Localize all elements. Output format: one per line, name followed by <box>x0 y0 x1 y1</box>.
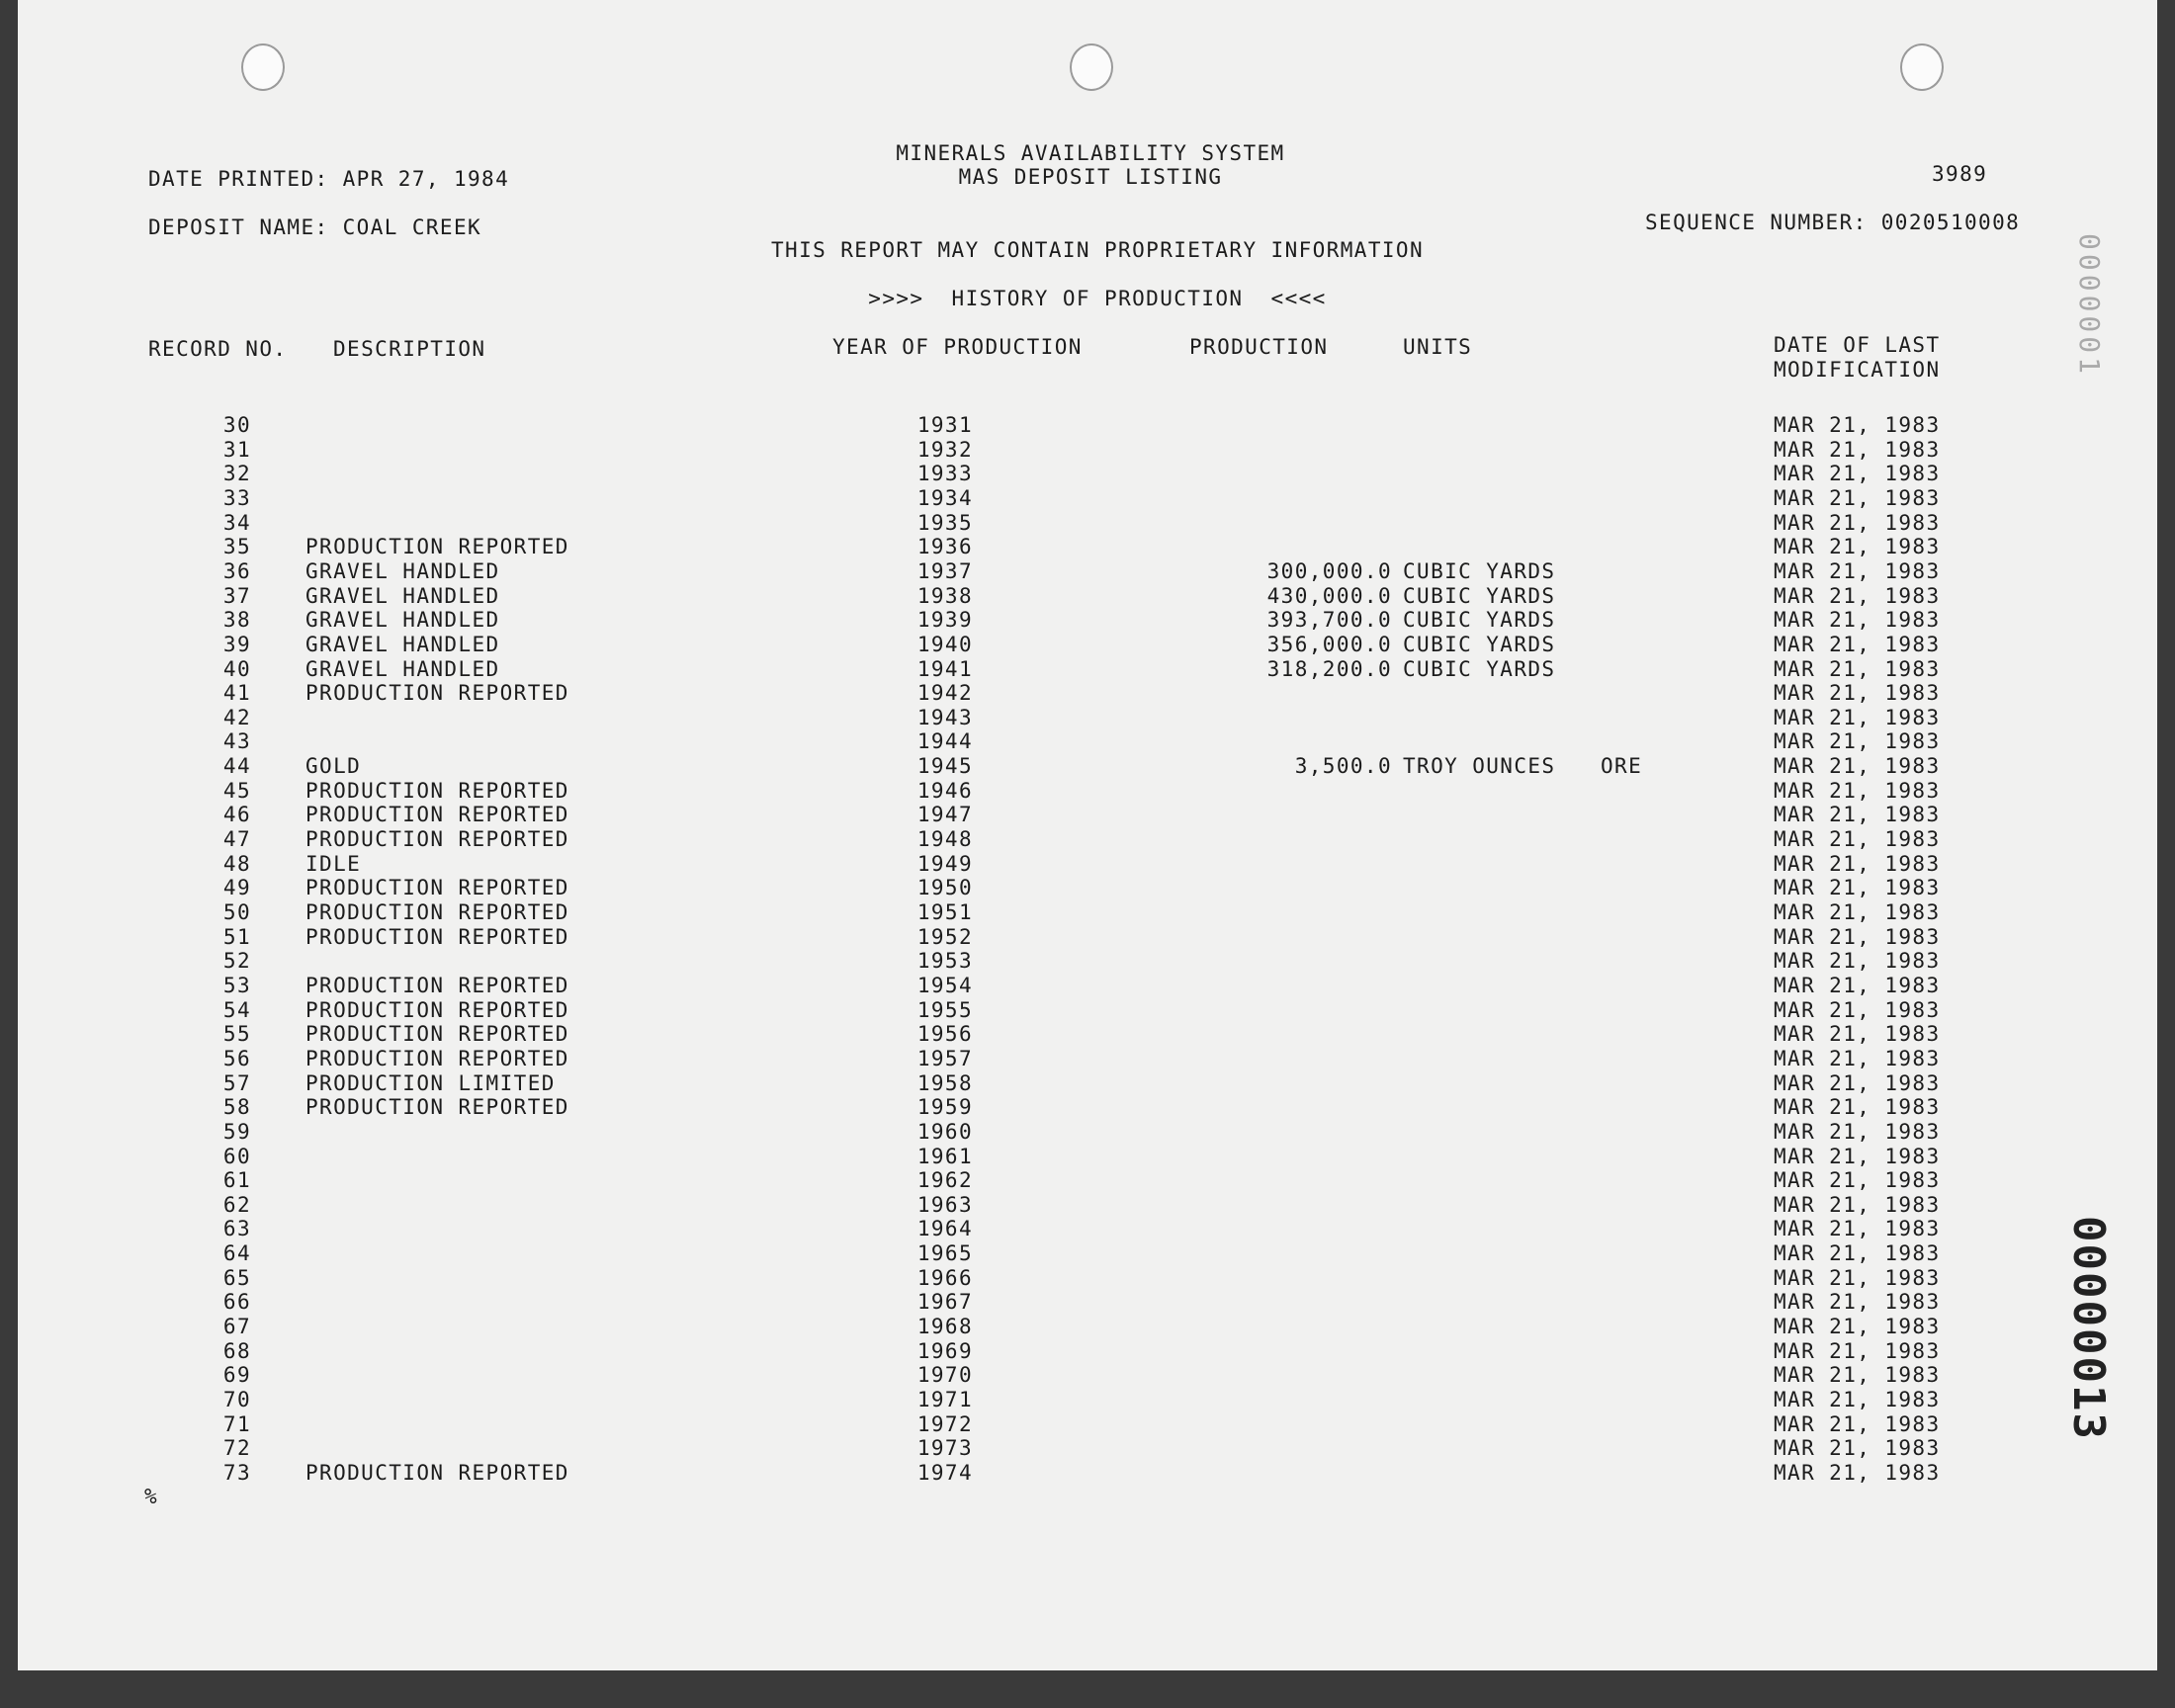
page-id: 3989 <box>1932 162 1988 186</box>
record-number-cell: 33 <box>222 485 251 510</box>
units-cell: CUBIC YARDS <box>1403 583 1556 608</box>
description-cell: PRODUCTION REPORTED <box>305 1460 569 1485</box>
listing-title: MAS DEPOSIT LISTING <box>958 165 1223 189</box>
record-number-cell: 60 <box>222 1144 251 1168</box>
year-cell: 1941 <box>916 656 973 681</box>
table-row <box>18 1241 2157 1266</box>
year-cell: 1972 <box>916 1411 973 1436</box>
modification-date-cell: MAR 21, 1983 <box>1774 997 1941 1022</box>
table-row <box>18 754 2157 779</box>
year-cell: 1968 <box>916 1315 973 1339</box>
year-cell: 1965 <box>916 1241 973 1266</box>
year-cell: 1950 <box>916 876 973 900</box>
year-cell: 1951 <box>916 900 973 924</box>
table-row <box>18 852 2157 877</box>
record-number-cell: 37 <box>222 583 251 608</box>
table-row <box>18 1436 2157 1461</box>
record-number-cell: 51 <box>222 924 251 949</box>
record-number-cell: 50 <box>222 900 251 924</box>
record-number-cell: 68 <box>222 1338 251 1363</box>
description-cell: PRODUCTION REPORTED <box>305 924 569 949</box>
production-amount-cell: 300,000.0 <box>1266 558 1392 583</box>
modification-date-cell: MAR 21, 1983 <box>1774 1119 1941 1144</box>
col-header-year: YEAR OF PRODUCTION <box>832 335 1083 359</box>
record-number-cell: 70 <box>222 1388 251 1411</box>
table-row <box>18 413 2157 438</box>
year-cell: 1959 <box>916 1095 973 1120</box>
modification-date-cell: MAR 21, 1983 <box>1774 803 1941 827</box>
record-number-cell: 61 <box>222 1168 251 1193</box>
year-cell: 1958 <box>916 1070 973 1095</box>
modification-date-cell: MAR 21, 1983 <box>1774 1290 1941 1315</box>
table-row <box>18 949 2157 974</box>
modification-date-cell: MAR 21, 1983 <box>1774 632 1941 656</box>
punch-hole-center <box>1070 43 1113 91</box>
table-row <box>18 559 2157 584</box>
record-number-cell: 40 <box>222 656 251 681</box>
record-number-cell: 39 <box>222 632 251 656</box>
table-row <box>18 1193 2157 1218</box>
record-number-cell: 66 <box>222 1290 251 1315</box>
modification-date-cell: MAR 21, 1983 <box>1774 705 1941 729</box>
record-number-cell: 36 <box>222 558 251 583</box>
units-cell: CUBIC YARDS <box>1403 632 1556 656</box>
modification-date-cell: MAR 21, 1983 <box>1774 1217 1941 1241</box>
table-row <box>18 803 2157 827</box>
description-cell: GRAVEL HANDLED <box>305 583 500 608</box>
year-cell: 1945 <box>916 754 973 779</box>
record-number-cell: 54 <box>222 997 251 1022</box>
description-cell: PRODUCTION REPORTED <box>305 973 569 997</box>
table-row <box>18 1388 2157 1412</box>
production-amount-cell: 393,700.0 <box>1266 608 1392 633</box>
modification-date-cell: MAR 21, 1983 <box>1774 558 1941 583</box>
table-row <box>18 1412 2157 1437</box>
year-cell: 1944 <box>916 729 973 754</box>
modification-date-cell: MAR 21, 1983 <box>1774 1338 1941 1363</box>
record-number-cell: 56 <box>222 1046 251 1070</box>
units-cell: CUBIC YARDS <box>1403 558 1556 583</box>
table-row <box>18 584 2157 609</box>
table-row <box>18 535 2157 559</box>
record-number-cell: 45 <box>222 778 251 803</box>
record-number-cell: 63 <box>222 1217 251 1241</box>
year-cell: 1967 <box>916 1290 973 1315</box>
year-cell: 1957 <box>916 1046 973 1070</box>
table-row <box>18 1217 2157 1241</box>
section-title: >>>> HISTORY OF PRODUCTION <<<< <box>868 287 1327 310</box>
year-cell: 1946 <box>916 778 973 803</box>
table-row <box>18 1339 2157 1364</box>
sequence-number: SEQUENCE NUMBER: 0020510008 <box>1645 211 2021 234</box>
record-number-cell: 47 <box>222 827 251 852</box>
units-cell: TROY OUNCES <box>1403 754 1556 779</box>
record-number-cell: 38 <box>222 608 251 633</box>
description-cell: GRAVEL HANDLED <box>305 656 500 681</box>
system-title: MINERALS AVAILABILITY SYSTEM <box>896 141 1285 165</box>
modification-date-cell: MAR 21, 1983 <box>1774 754 1941 779</box>
year-cell: 1966 <box>916 1265 973 1290</box>
modification-date-cell: MAR 21, 1983 <box>1774 413 1941 437</box>
year-cell: 1971 <box>916 1388 973 1411</box>
description-cell: PRODUCTION REPORTED <box>305 1095 569 1120</box>
description-cell: GRAVEL HANDLED <box>305 632 500 656</box>
deposit-name: DEPOSIT NAME: COAL CREEK <box>148 215 482 239</box>
year-cell: 1963 <box>916 1192 973 1217</box>
modification-date-cell: MAR 21, 1983 <box>1774 973 1941 997</box>
units-cell: CUBIC YARDS <box>1403 608 1556 633</box>
table-row <box>18 827 2157 852</box>
year-cell: 1940 <box>916 632 973 656</box>
table-row <box>18 1022 2157 1047</box>
record-number-cell: 58 <box>222 1095 251 1120</box>
year-cell: 1961 <box>916 1144 973 1168</box>
date-printed: DATE PRINTED: APR 27, 1984 <box>148 167 510 191</box>
description-cell: PRODUCTION REPORTED <box>305 803 569 827</box>
record-number-cell: 32 <box>222 462 251 486</box>
record-number-cell: 48 <box>222 851 251 876</box>
table-row <box>18 1095 2157 1120</box>
modification-date-cell: MAR 21, 1983 <box>1774 1192 1941 1217</box>
record-number-cell: 46 <box>222 803 251 827</box>
modification-date-cell: MAR 21, 1983 <box>1774 876 1941 900</box>
table-row <box>18 1071 2157 1096</box>
description-cell: PRODUCTION REPORTED <box>305 900 569 924</box>
table-row <box>18 925 2157 950</box>
modification-date-cell: MAR 21, 1983 <box>1774 778 1941 803</box>
modification-date-cell: MAR 21, 1983 <box>1774 729 1941 754</box>
col-header-production: PRODUCTION <box>1189 335 1329 359</box>
modification-date-cell: MAR 21, 1983 <box>1774 1168 1941 1193</box>
record-number-cell: 62 <box>222 1192 251 1217</box>
modification-date-cell: MAR 21, 1983 <box>1774 1095 1941 1120</box>
record-number-cell: 72 <box>222 1436 251 1461</box>
record-number-cell: 44 <box>222 754 251 779</box>
extra-note-cell: ORE <box>1601 754 1643 779</box>
year-cell: 1933 <box>916 462 973 486</box>
col-header-description: DESCRIPTION <box>333 337 486 361</box>
modification-date-cell: MAR 21, 1983 <box>1774 583 1941 608</box>
year-cell: 1937 <box>916 558 973 583</box>
table-row <box>18 438 2157 463</box>
upper-right-frame-stamp: 0000001 <box>2073 233 2106 379</box>
modification-date-cell: MAR 21, 1983 <box>1774 462 1941 486</box>
year-cell: 1970 <box>916 1363 973 1388</box>
description-cell: PRODUCTION REPORTED <box>305 778 569 803</box>
year-cell: 1931 <box>916 413 973 437</box>
record-number-cell: 43 <box>222 729 251 754</box>
year-cell: 1969 <box>916 1338 973 1363</box>
modification-date-cell: MAR 21, 1983 <box>1774 1265 1941 1290</box>
record-number-cell: 53 <box>222 973 251 997</box>
year-cell: 1939 <box>916 608 973 633</box>
punch-hole-left <box>241 43 285 91</box>
description-cell: GOLD <box>305 754 362 779</box>
record-number-cell: 69 <box>222 1363 251 1388</box>
description-cell: PRODUCTION REPORTED <box>305 1046 569 1070</box>
printout-page <box>18 0 2157 1670</box>
modification-date-cell: MAR 21, 1983 <box>1774 1144 1941 1168</box>
year-cell: 1948 <box>916 827 973 852</box>
year-cell: 1938 <box>916 583 973 608</box>
record-number-cell: 65 <box>222 1265 251 1290</box>
record-number-cell: 71 <box>222 1411 251 1436</box>
col-header-units: UNITS <box>1403 335 1473 359</box>
table-row <box>18 1168 2157 1193</box>
record-number-cell: 59 <box>222 1119 251 1144</box>
year-cell: 1935 <box>916 510 973 535</box>
description-cell: PRODUCTION REPORTED <box>305 535 569 559</box>
year-cell: 1973 <box>916 1436 973 1461</box>
modification-date-cell: MAR 21, 1983 <box>1774 437 1941 462</box>
description-cell: GRAVEL HANDLED <box>305 558 500 583</box>
record-number-cell: 57 <box>222 1070 251 1095</box>
modification-date-cell: MAR 21, 1983 <box>1774 1411 1941 1436</box>
modification-date-cell: MAR 21, 1983 <box>1774 900 1941 924</box>
table-row <box>18 876 2157 900</box>
modification-date-cell: MAR 21, 1983 <box>1774 535 1941 559</box>
year-cell: 1936 <box>916 535 973 559</box>
year-cell: 1955 <box>916 997 973 1022</box>
lower-right-frame-stamp: 00000013 <box>2063 1216 2114 1441</box>
table-row <box>18 462 2157 486</box>
record-number-cell: 73 <box>222 1460 251 1485</box>
col-header-date-mod-line1: DATE OF LAST <box>1774 333 1941 357</box>
modification-date-cell: MAR 21, 1983 <box>1774 1046 1941 1070</box>
table-row <box>18 608 2157 633</box>
record-number-cell: 49 <box>222 876 251 900</box>
description-cell: PRODUCTION REPORTED <box>305 827 569 852</box>
record-number-cell: 55 <box>222 1022 251 1047</box>
modification-date-cell: MAR 21, 1983 <box>1774 924 1941 949</box>
modification-date-cell: MAR 21, 1983 <box>1774 1070 1941 1095</box>
table-row <box>18 779 2157 804</box>
modification-date-cell: MAR 21, 1983 <box>1774 608 1941 633</box>
description-cell: PRODUCTION REPORTED <box>305 997 569 1022</box>
production-amount-cell: 356,000.0 <box>1266 632 1392 656</box>
description-cell: GRAVEL HANDLED <box>305 608 500 633</box>
table-row <box>18 729 2157 754</box>
production-amount-cell: 318,200.0 <box>1266 656 1392 681</box>
modification-date-cell: MAR 21, 1983 <box>1774 1388 1941 1411</box>
col-header-record-no: RECORD NO. <box>148 337 288 361</box>
production-amount-cell: 430,000.0 <box>1266 583 1392 608</box>
record-number-cell: 41 <box>222 681 251 706</box>
modification-date-cell: MAR 21, 1983 <box>1774 1315 1941 1339</box>
table-row <box>18 998 2157 1023</box>
table-row <box>18 1461 2157 1486</box>
record-number-cell: 34 <box>222 510 251 535</box>
year-cell: 1964 <box>916 1217 973 1241</box>
table-row <box>18 486 2157 511</box>
table-row <box>18 974 2157 998</box>
table-row <box>18 633 2157 657</box>
modification-date-cell: MAR 21, 1983 <box>1774 1022 1941 1047</box>
record-number-cell: 67 <box>222 1315 251 1339</box>
modification-date-cell: MAR 21, 1983 <box>1774 510 1941 535</box>
year-cell: 1943 <box>916 705 973 729</box>
table-row <box>18 706 2157 730</box>
year-cell: 1949 <box>916 851 973 876</box>
modification-date-cell: MAR 21, 1983 <box>1774 1460 1941 1485</box>
year-cell: 1954 <box>916 973 973 997</box>
units-cell: CUBIC YARDS <box>1403 656 1556 681</box>
table-row <box>18 1266 2157 1291</box>
modification-date-cell: MAR 21, 1983 <box>1774 1241 1941 1266</box>
modification-date-cell: MAR 21, 1983 <box>1774 851 1941 876</box>
footer-mark: % <box>144 1485 159 1508</box>
modification-date-cell: MAR 21, 1983 <box>1774 1436 1941 1461</box>
year-cell: 1932 <box>916 437 973 462</box>
table-row <box>18 900 2157 925</box>
modification-date-cell: MAR 21, 1983 <box>1774 485 1941 510</box>
year-cell: 1956 <box>916 1022 973 1047</box>
table-row <box>18 1145 2157 1169</box>
table-row <box>18 1120 2157 1145</box>
record-number-cell: 52 <box>222 949 251 974</box>
table-row <box>18 1047 2157 1071</box>
record-number-cell: 35 <box>222 535 251 559</box>
table-row <box>18 657 2157 682</box>
modification-date-cell: MAR 21, 1983 <box>1774 1363 1941 1388</box>
year-cell: 1962 <box>916 1168 973 1193</box>
modification-date-cell: MAR 21, 1983 <box>1774 827 1941 852</box>
year-cell: 1952 <box>916 924 973 949</box>
description-cell: PRODUCTION REPORTED <box>305 876 569 900</box>
table-row <box>18 681 2157 706</box>
modification-date-cell: MAR 21, 1983 <box>1774 656 1941 681</box>
description-cell: PRODUCTION REPORTED <box>305 1022 569 1047</box>
year-cell: 1953 <box>916 949 973 974</box>
description-cell: PRODUCTION REPORTED <box>305 681 569 706</box>
col-header-date-mod-line2: MODIFICATION <box>1774 358 1941 382</box>
description-cell: PRODUCTION LIMITED <box>305 1070 556 1095</box>
modification-date-cell: MAR 21, 1983 <box>1774 681 1941 706</box>
production-amount-cell: 3,500.0 <box>1294 754 1392 779</box>
table-row <box>18 1290 2157 1315</box>
description-cell: IDLE <box>305 851 362 876</box>
proprietary-notice: THIS REPORT MAY CONTAIN PROPRIETARY INFORMATION <box>770 238 1425 262</box>
table-row <box>18 1315 2157 1339</box>
record-number-cell: 30 <box>222 413 251 437</box>
year-cell: 1974 <box>916 1460 973 1485</box>
table-row <box>18 1363 2157 1388</box>
modification-date-cell: MAR 21, 1983 <box>1774 949 1941 974</box>
record-number-cell: 31 <box>222 437 251 462</box>
punch-hole-right <box>1900 43 1944 91</box>
record-number-cell: 42 <box>222 705 251 729</box>
record-number-cell: 64 <box>222 1241 251 1266</box>
year-cell: 1942 <box>916 681 973 706</box>
year-cell: 1947 <box>916 803 973 827</box>
table-row <box>18 511 2157 536</box>
year-cell: 1960 <box>916 1119 973 1144</box>
year-cell: 1934 <box>916 485 973 510</box>
